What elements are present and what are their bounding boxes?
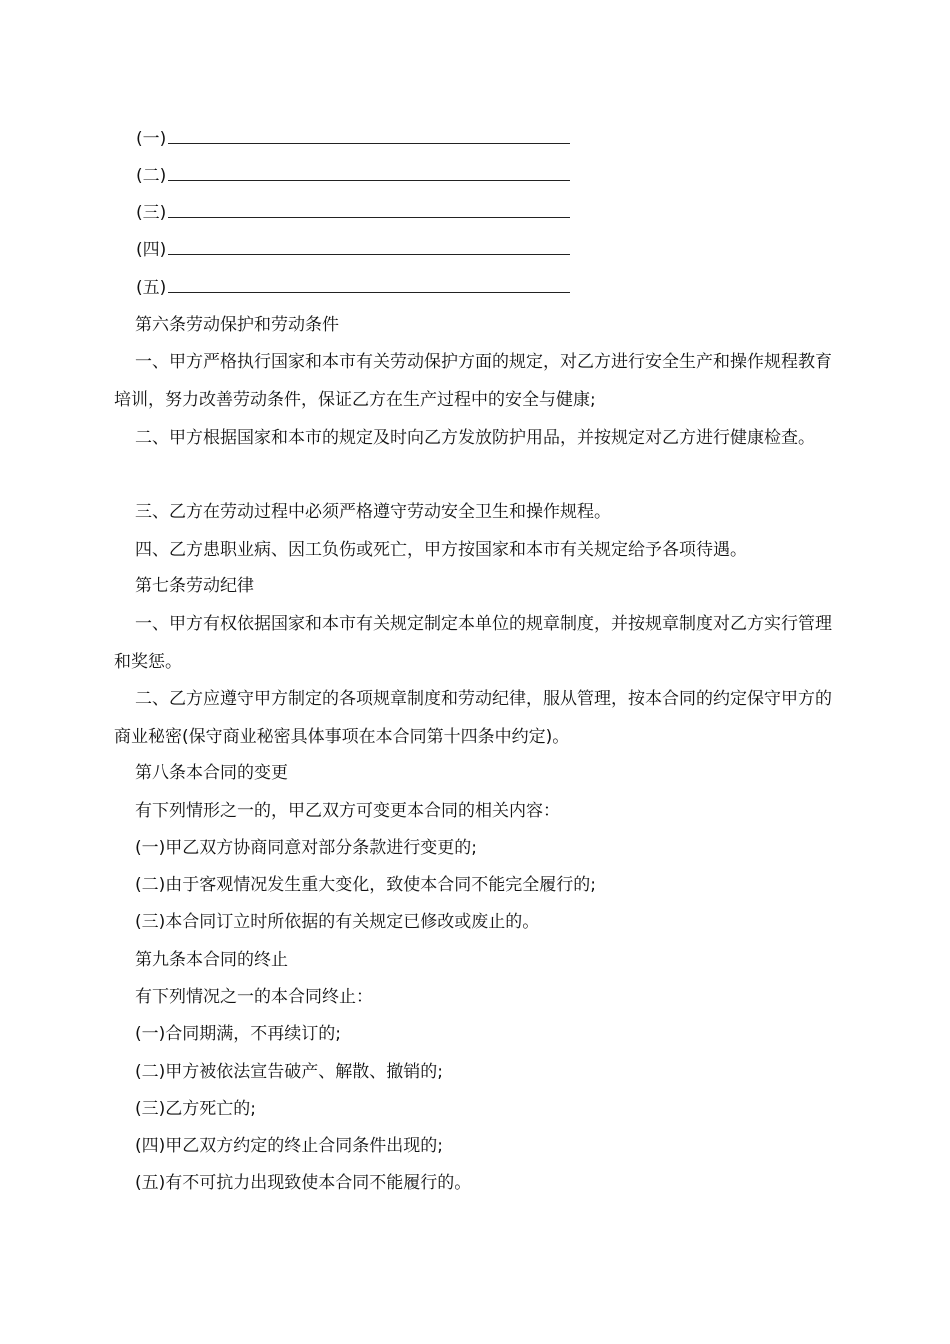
blank-item-label: (二) — [136, 166, 167, 186]
blank-item-label: (五) — [136, 278, 167, 298]
article9-intro: 有下列情况之一的本合同终止： — [135, 987, 373, 1007]
blank-item-label: (四) — [136, 240, 167, 260]
article9-item: (五)有不可抗力出现致使本合同不能履行的。 — [135, 1173, 472, 1193]
article9-item: (一)合同期满，不再续订的; — [135, 1024, 341, 1044]
article6-title: 第六条劳动保护和劳动条件 — [135, 315, 339, 335]
article8-item: (三)本合同订立时所依据的有关规定已修改或废止的。 — [135, 912, 540, 932]
blank-underline — [168, 275, 570, 293]
article6-paragraph-1: 一、甲方严格执行国家和本市有关劳动保护方面的规定，对乙方进行安全生产和操作规程教育培训，努力改善劳动条件，保证乙方在生产过程中的安全与健康; — [114, 352, 832, 410]
article6-paragraph-3: 三、乙方在劳动过程中必须严格遵守劳动安全卫生和操作规程。 — [135, 502, 611, 522]
blank-item — [136, 200, 570, 225]
article9-item: (四)甲乙双方约定的终止合同条件出现的; — [135, 1136, 443, 1156]
article8-intro: 有下列情形之一的，甲乙双方可变更本合同的相关内容： — [135, 801, 560, 821]
article8-item: (二)由于客观情况发生重大变化，致使本合同不能完全履行的; — [135, 875, 596, 895]
article7-title: 第七条劳动纪律 — [135, 576, 254, 596]
article9-item: (三)乙方死亡的; — [135, 1099, 256, 1119]
article6-paragraph-2: 二、甲方根据国家和本市的规定及时向乙方发放防护用品，并按规定对乙方进行健康检查。 — [135, 428, 815, 448]
article8-item: (一)甲乙双方协商同意对部分条款进行变更的; — [135, 838, 477, 858]
article6-paragraph-4: 四、乙方患职业病、因工负伤或死亡，甲方按国家和本市有关规定给予各项待遇。 — [135, 540, 747, 560]
blank-item-label: (三) — [136, 203, 167, 223]
blank-item — [136, 275, 570, 300]
blank-item — [136, 163, 570, 188]
blank-underline — [168, 200, 570, 218]
blank-item — [136, 126, 570, 151]
blank-item-label: (一) — [136, 129, 167, 149]
blank-underline — [168, 126, 570, 144]
article7-paragraph-1: 一、甲方有权依据国家和本市有关规定制定本单位的规章制度，并按规章制度对乙方实行管理和奖惩。 — [114, 614, 832, 672]
article8-title: 第八条本合同的变更 — [135, 763, 288, 783]
article7-paragraph-2: 二、乙方应遵守甲方制定的各项规章制度和劳动纪律，服从管理，按本合同的约定保守甲方的商业秘密(保守商业秘密具体事项在本合同第十四条中约定)。 — [114, 689, 832, 747]
article9-title: 第九条本合同的终止 — [135, 950, 288, 970]
blank-underline — [168, 163, 570, 181]
blank-underline — [168, 237, 570, 255]
article9-item: (二)甲方被依法宣告破产、解散、撤销的; — [135, 1062, 443, 1082]
blank-item — [136, 237, 570, 262]
